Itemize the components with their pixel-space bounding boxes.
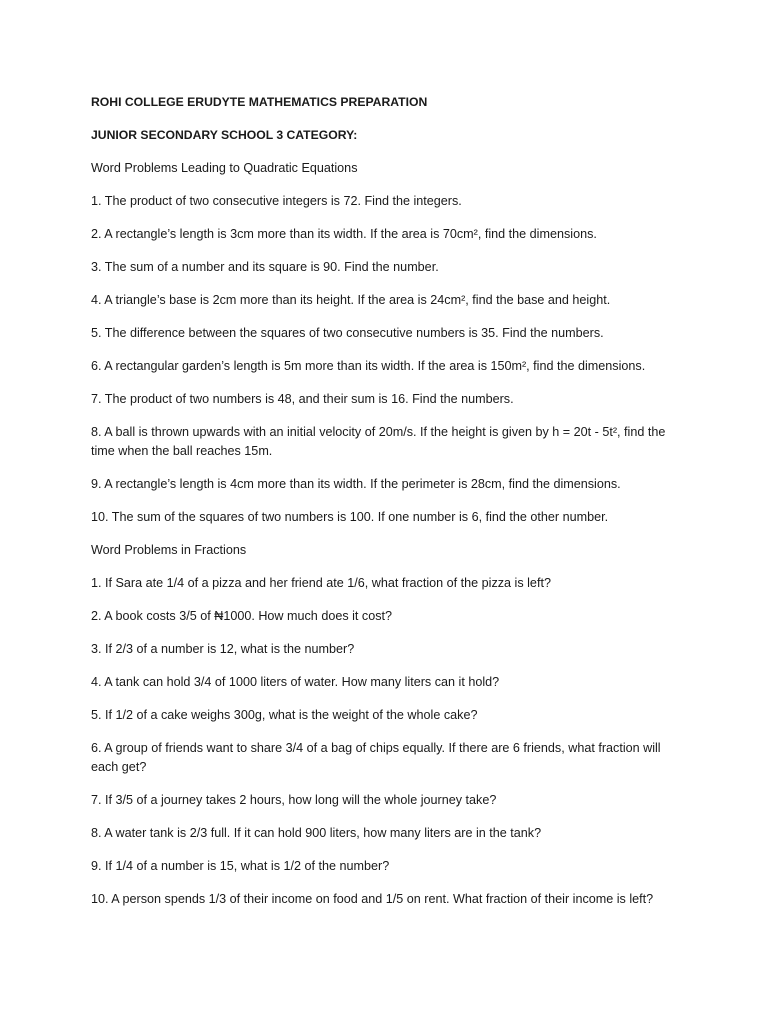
question-item: 6. A group of friends want to share 3/4 of a bag of chips equally. If there are 6 friends, what fraction will each get? (91, 741, 661, 774)
question-item: 5. If 1/2 of a cake weighs 300g, what is the weight of the whole cake? (91, 708, 478, 722)
question-item: 1. If Sara ate 1/4 of a pizza and her friend ate 1/6, what fraction of the pizza is left? (91, 576, 551, 590)
section-heading-fractions: Word Problems in Fractions (91, 543, 247, 557)
question-item: 9. A rectangle’s length is 4cm more than its width. If the perimeter is 28cm, find the dimensions. (91, 477, 621, 491)
question-item: 3. If 2/3 of a number is 12, what is the number? (91, 642, 355, 656)
section-heading-quadratic: Word Problems Leading to Quadratic Equations (91, 161, 358, 175)
question-item: 3. The sum of a number and its square is 90. Find the number. (91, 260, 439, 274)
question-item: 8. A ball is thrown upwards with an initial velocity of 20m/s. If the height is given by h = 20t - 5t², find the time when the ball reaches 15m. (91, 425, 666, 458)
question-item: 2. A book costs 3/5 of ₦1000. How much does it cost? (91, 609, 393, 623)
question-item: 4. A tank can hold 3/4 of 1000 liters of water. How many liters can it hold? (91, 675, 500, 689)
document-content (91, 93, 691, 923)
question-item: 6. A rectangular garden’s length is 5m more than its width. If the area is 150m², find the dimensions. (91, 359, 646, 373)
question-item: 2. A rectangle’s length is 3cm more than its width. If the area is 70cm², find the dimensions. (91, 227, 597, 241)
question-item: 10. A person spends 1/3 of their income on food and 1/5 on rent. What fraction of their income is left? (91, 892, 654, 906)
question-item: 7. If 3/5 of a journey takes 2 hours, how long will the whole journey take? (91, 793, 497, 807)
question-item: 1. The product of two consecutive integers is 72. Find the integers. (91, 194, 462, 208)
document-title: ROHI COLLEGE ERUDYTE MATHEMATICS PREPARATION (91, 95, 428, 109)
question-item: 5. The difference between the squares of two consecutive numbers is 35. Find the numbers. (91, 326, 604, 340)
question-item: 8. A water tank is 2/3 full. If it can hold 900 liters, how many liters are in the tank? (91, 826, 542, 840)
question-item: 7. The product of two numbers is 48, and their sum is 16. Find the numbers. (91, 392, 514, 406)
category-heading: JUNIOR SECONDARY SCHOOL 3 CATEGORY: (91, 128, 358, 142)
question-item: 9. If 1/4 of a number is 15, what is 1/2 of the number? (91, 859, 390, 873)
question-item: 4. A triangle’s base is 2cm more than its height. If the area is 24cm², find the base and height. (91, 293, 611, 307)
question-item: 10. The sum of the squares of two numbers is 100. If one number is 6, find the other number. (91, 510, 609, 524)
